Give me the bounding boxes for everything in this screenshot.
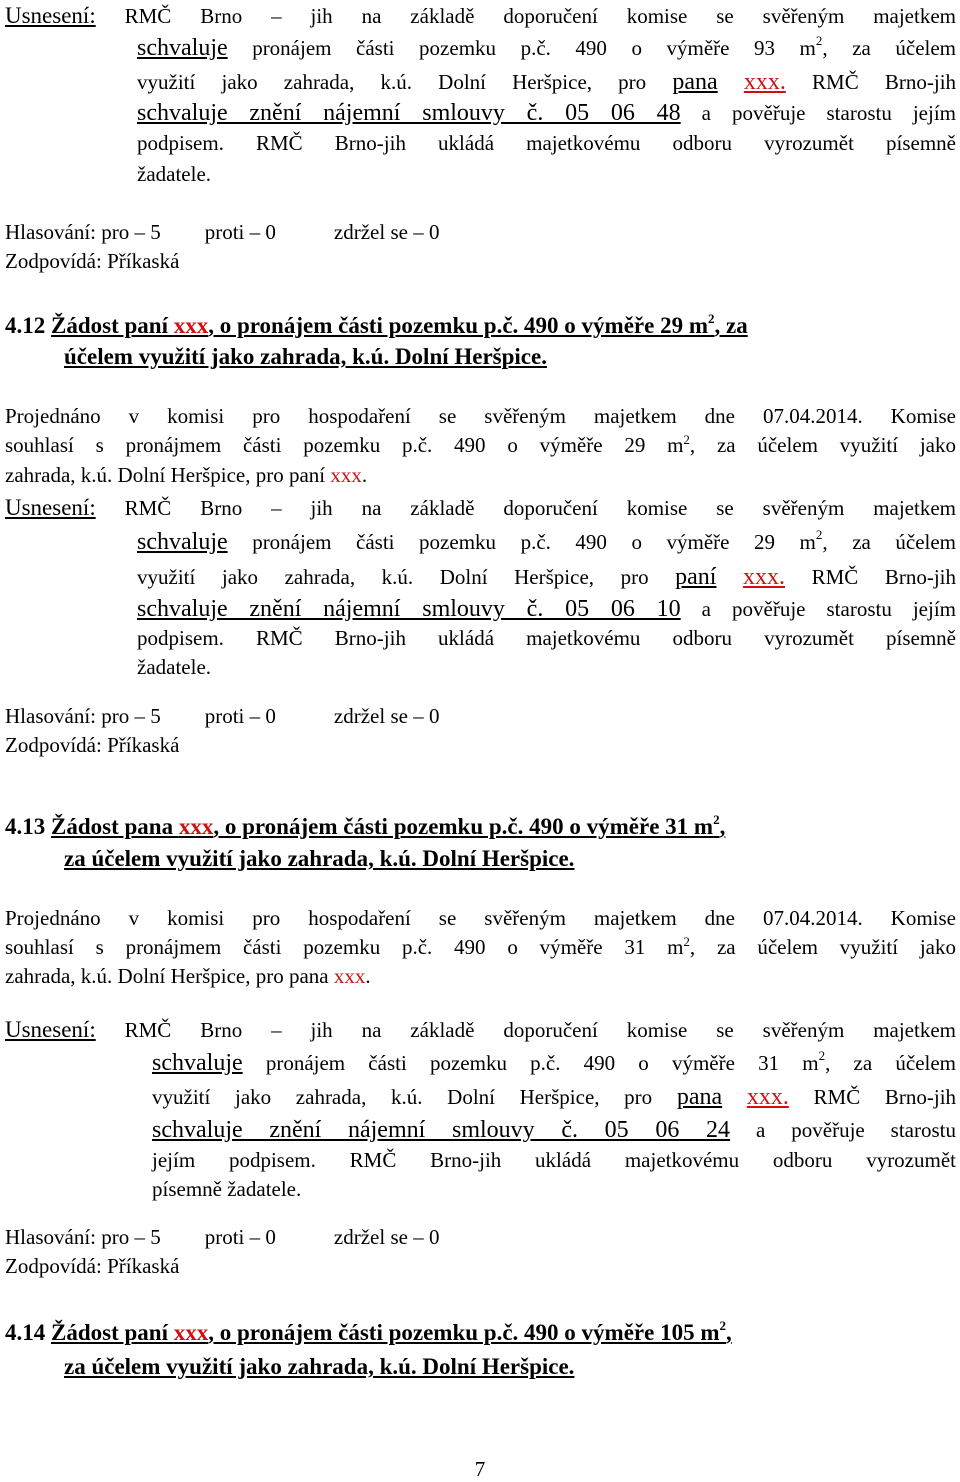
resolution-line: schvaluje pronájem části pozemku p.č. 490 o výměře 31 $m^2$, za účelem xyxy=(152,1048,957,1076)
resolution-line: využití jako zahrada, k.ú. Dolní Heršpice, pro paní xxx. RMČ Brno-jih xyxy=(137,564,957,590)
vote-line: Hlasování: pro – 5 proti – 0 zdržel se – 0 xyxy=(5,704,440,728)
applicant-title: pana xyxy=(672,69,718,95)
resolution-line: žadatele. xyxy=(137,162,212,186)
redacted-name: xxx xyxy=(333,964,366,988)
resolution-line: Usnesení: RMČ Brno – jih na základě doporučení komise se svěřeným majetkem xyxy=(5,1017,956,1042)
committee-line: souhlasí s pronájmem části pozemku p.č. 490 o výměře 29 $m^2$, za účelem využití jako xyxy=(5,432,956,457)
resolution-line: schvaluje znění nájemní smlouvy č. 05 06 48 a pověřuje starostu jejím xyxy=(137,100,957,126)
redacted-name: xxx. xyxy=(743,69,786,95)
section-heading: 4.12 Žádost paní xxx, o pronájem části pozemku p.č. 490 o výměře 29 $m^2$, za xyxy=(5,311,748,338)
section-heading-cont: za účelem využití jako zahrada, k.ú. Dolní Heršpice. xyxy=(64,1354,575,1379)
resolution-line: podpisem. RMČ Brno-jih ukládá majetkovému odboru vyrozumět písemně xyxy=(137,131,956,155)
resolution-line: schvaluje znění nájemní smlouvy č. 05 06 10 a pověřuje starostu jejím xyxy=(137,596,957,622)
section-heading-cont: účelem využití jako zahrada, k.ú. Dolní Heršpice. xyxy=(64,344,547,369)
redacted-name: xxx xyxy=(173,1320,209,1345)
section-heading: 4.14 Žádost paní xxx, o pronájem části pozemku p.č. 490 o výměře 105 $m^2$, xyxy=(5,1318,732,1345)
resolution-verb: schvaluje xyxy=(137,35,228,61)
redacted-name: xxx xyxy=(330,463,362,487)
responsible-line: Zodpovídá: Příkaská xyxy=(5,1254,180,1278)
responsible-line: Zodpovídá: Příkaská xyxy=(5,733,180,757)
committee-line: zahrada, k.ú. Dolní Heršpice, pro paní xxx. xyxy=(5,463,368,487)
resolution-line: Usnesení: RMČ Brno – jih na základě doporučení komise se svěřeným majetkem xyxy=(5,495,956,520)
resolution-verb: schvaluje xyxy=(137,529,228,555)
resolution-line: schvaluje znění nájemní smlouvy č. 05 06 24 a pověřuje starostu xyxy=(152,1117,956,1143)
page-number: 7 xyxy=(474,1457,486,1481)
contract-approval: schvaluje znění nájemní smlouvy č. 05 06 10 xyxy=(137,596,681,622)
committee-line: Projednáno v komisi pro hospodaření se svěřeným majetkem dne 07.04.2014. Komise xyxy=(5,906,956,930)
resolution-line: využití jako zahrada, k.ú. Dolní Heršpice, pro pana xxx. RMČ Brno-jih xyxy=(152,1084,957,1110)
resolution-verb: schvaluje xyxy=(152,1050,243,1076)
resolution-line: žadatele. xyxy=(137,655,212,679)
redacted-name: xxx. xyxy=(743,564,786,590)
responsible-line: Zodpovídá: Příkaská xyxy=(5,249,180,273)
resolution-line: písemně žadatele. xyxy=(152,1177,302,1201)
resolution-line: jejím podpisem. RMČ Brno-jih ukládá majetkovému odboru vyrozumět xyxy=(152,1148,956,1172)
committee-line: Projednáno v komisi pro hospodaření se svěřeným majetkem dne 07.04.2014. Komise xyxy=(5,404,956,428)
resolution-label: Usnesení: xyxy=(5,1017,96,1042)
committee-line: zahrada, k.ú. Dolní Heršpice, pro pana xxx. xyxy=(5,964,371,988)
resolution-line: podpisem. RMČ Brno-jih ukládá majetkovému odboru vyrozumět písemně xyxy=(137,626,956,650)
section-heading: 4.13 Žádost pana xxx, o pronájem části pozemku p.č. 490 o výměře 31 $m^2$, xyxy=(5,812,726,839)
section-heading-cont: za účelem využití jako zahrada, k.ú. Dolní Heršpice. xyxy=(64,846,575,871)
resolution-label: Usnesení: xyxy=(5,495,96,520)
redacted-name: xxx xyxy=(178,814,214,839)
vote-line: Hlasování: pro – 5 proti – 0 zdržel se – 0 xyxy=(5,220,440,244)
redacted-name: xxx xyxy=(173,313,209,338)
resolution-line: Usnesení: RMČ Brno – jih na základě doporučení komise se svěřeným majetkem xyxy=(5,3,956,28)
resolution-label: Usnesení: xyxy=(5,3,96,28)
committee-line: souhlasí s pronájmem části pozemku p.č. 490 o výměře 31 $m^2$, za účelem využití jako xyxy=(5,934,956,959)
resolution-line: schvaluje pronájem části pozemku p.č. 490 o výměře 29 $m^2$, za účelem xyxy=(137,527,957,555)
resolution-line: využití jako zahrada, k.ú. Dolní Heršpice, pro pana xxx. RMČ Brno-jih xyxy=(137,69,957,95)
redacted-name: xxx. xyxy=(746,1084,789,1110)
resolution-line: schvaluje pronájem části pozemku p.č. 490 o výměře 93 $m^2$, za účelem xyxy=(137,33,957,61)
contract-approval: schvaluje znění nájemní smlouvy č. 05 06 48 xyxy=(137,100,681,126)
contract-approval: schvaluje znění nájemní smlouvy č. 05 06 24 xyxy=(152,1117,731,1143)
applicant-title: paní xyxy=(675,564,717,590)
vote-line: Hlasování: pro – 5 proti – 0 zdržel se – 0 xyxy=(5,1225,440,1249)
applicant-title: pana xyxy=(676,1084,723,1110)
